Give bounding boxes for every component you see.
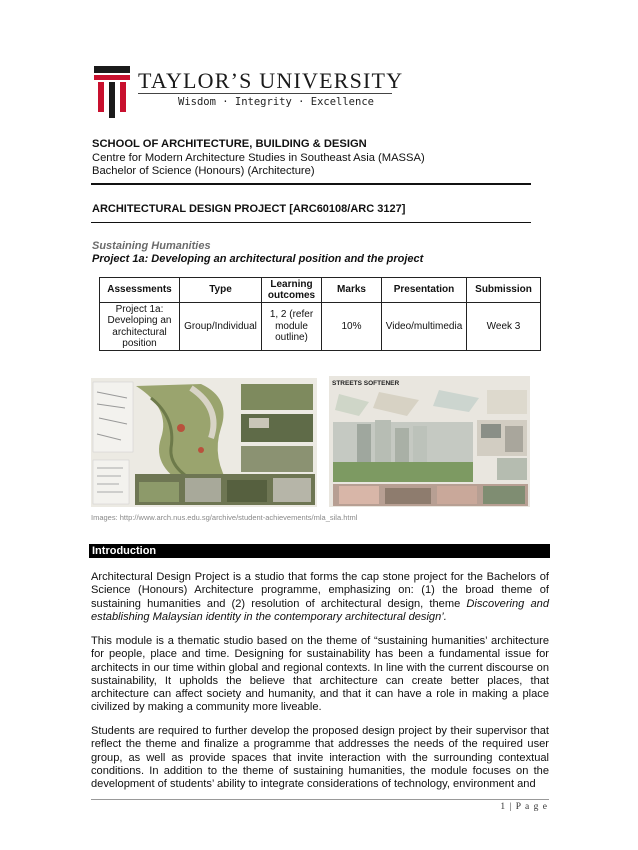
header-cell: Submission [467, 278, 541, 303]
centre-name: Centre for Modern Architecture Studies in Southeast Asia (MASSA) [92, 151, 425, 164]
header-cell: Type [180, 278, 262, 303]
table-header-row [100, 278, 541, 303]
intro-paragraph-1-text: Architectural Design Project is a studio that forms the cap stone project for the Bachelors of Science (Honours) Architecture programme, emphasizing on: (1) the broad theme of sustaining humanities and (2) resolution of architectural design, theme [91, 571, 549, 610]
page-number: 1 | P a g e [500, 802, 548, 812]
header-cell: Learning outcomes [262, 278, 322, 303]
school-block [92, 138, 425, 179]
table-cell: 1, 2 (refer module outline) [262, 303, 322, 351]
image-title: STREETS SOFTENER [332, 380, 400, 387]
header-cell: Marks [322, 278, 382, 303]
assessment-table [99, 277, 541, 351]
header-cell: Assessments [100, 278, 180, 303]
table-cell: Week 3 [467, 303, 541, 351]
project-code-heading: ARCHITECTURAL DESIGN PROJECT [ARC60108/ARC 3127] [92, 203, 406, 215]
university-motto: Wisdom · Integrity · Excellence [178, 96, 374, 108]
school-name: SCHOOL OF ARCHITECTURE, BUILDING & DESIGN [92, 138, 367, 150]
table-cell: Video/multimedia [382, 303, 467, 351]
table-cell: Project 1a: Developing an architectural position [100, 303, 180, 351]
header-divider [91, 183, 531, 185]
project-code-divider [91, 222, 531, 223]
intro-paragraph-1-emphasis: Discovering and establishing Malaysian identity in the contemporary architectural design’. [91, 597, 550, 623]
project-title: Project 1a: Developing an architectural position and the project [92, 253, 424, 265]
intro-paragraph-1 [91, 571, 549, 624]
header-cell: Presentation [382, 278, 467, 303]
table-cell: 10% [322, 303, 382, 351]
footer-divider [91, 799, 549, 800]
intro-paragraph-2: This module is a thematic studio based on the theme of “sustaining humanities’ architecture for people, place and time. Designing for sustainability has been a fundamental issue for architects in our time within global and regional contexts. In line with the current discourse on sustainability, It upholds the believe that architecture can create better places, that architecture can affect society and humanity, and that it can have a role in making a place civilized by making a community more liveable. [91, 635, 549, 714]
programme-name: Bachelor of Science (Honours) (Architecture) [92, 165, 315, 177]
site-analysis-image [91, 378, 317, 507]
theme-block [92, 240, 423, 266]
table-row [100, 303, 541, 351]
intro-paragraph-3: Students are required to further develop the proposed design project by their supervisor that reflect the theme and finalize a programme that addresses the needs of the required user group, as well as provide spaces that invite interaction with the surrounding contextual conditions. In addition to the theme of sustaining humanities, the module focuses on the development of students’ ability to integrate considerations of technology, environment and [91, 725, 549, 791]
university-name: TAYLOR’S UNIVERSITY [138, 68, 404, 93]
theme-title: Sustaining Humanities [92, 240, 211, 252]
streets-softener-image [329, 376, 530, 507]
university-logo [94, 66, 404, 120]
logo-divider [138, 93, 392, 94]
image-caption: Images: http://www.arch.nus.edu.sg/archive/student-achievements/mla_sila.html [91, 513, 358, 522]
introduction-heading: Introduction [89, 544, 550, 558]
table-cell: Group/Individual [180, 303, 262, 351]
university-crest-icon [94, 66, 130, 118]
